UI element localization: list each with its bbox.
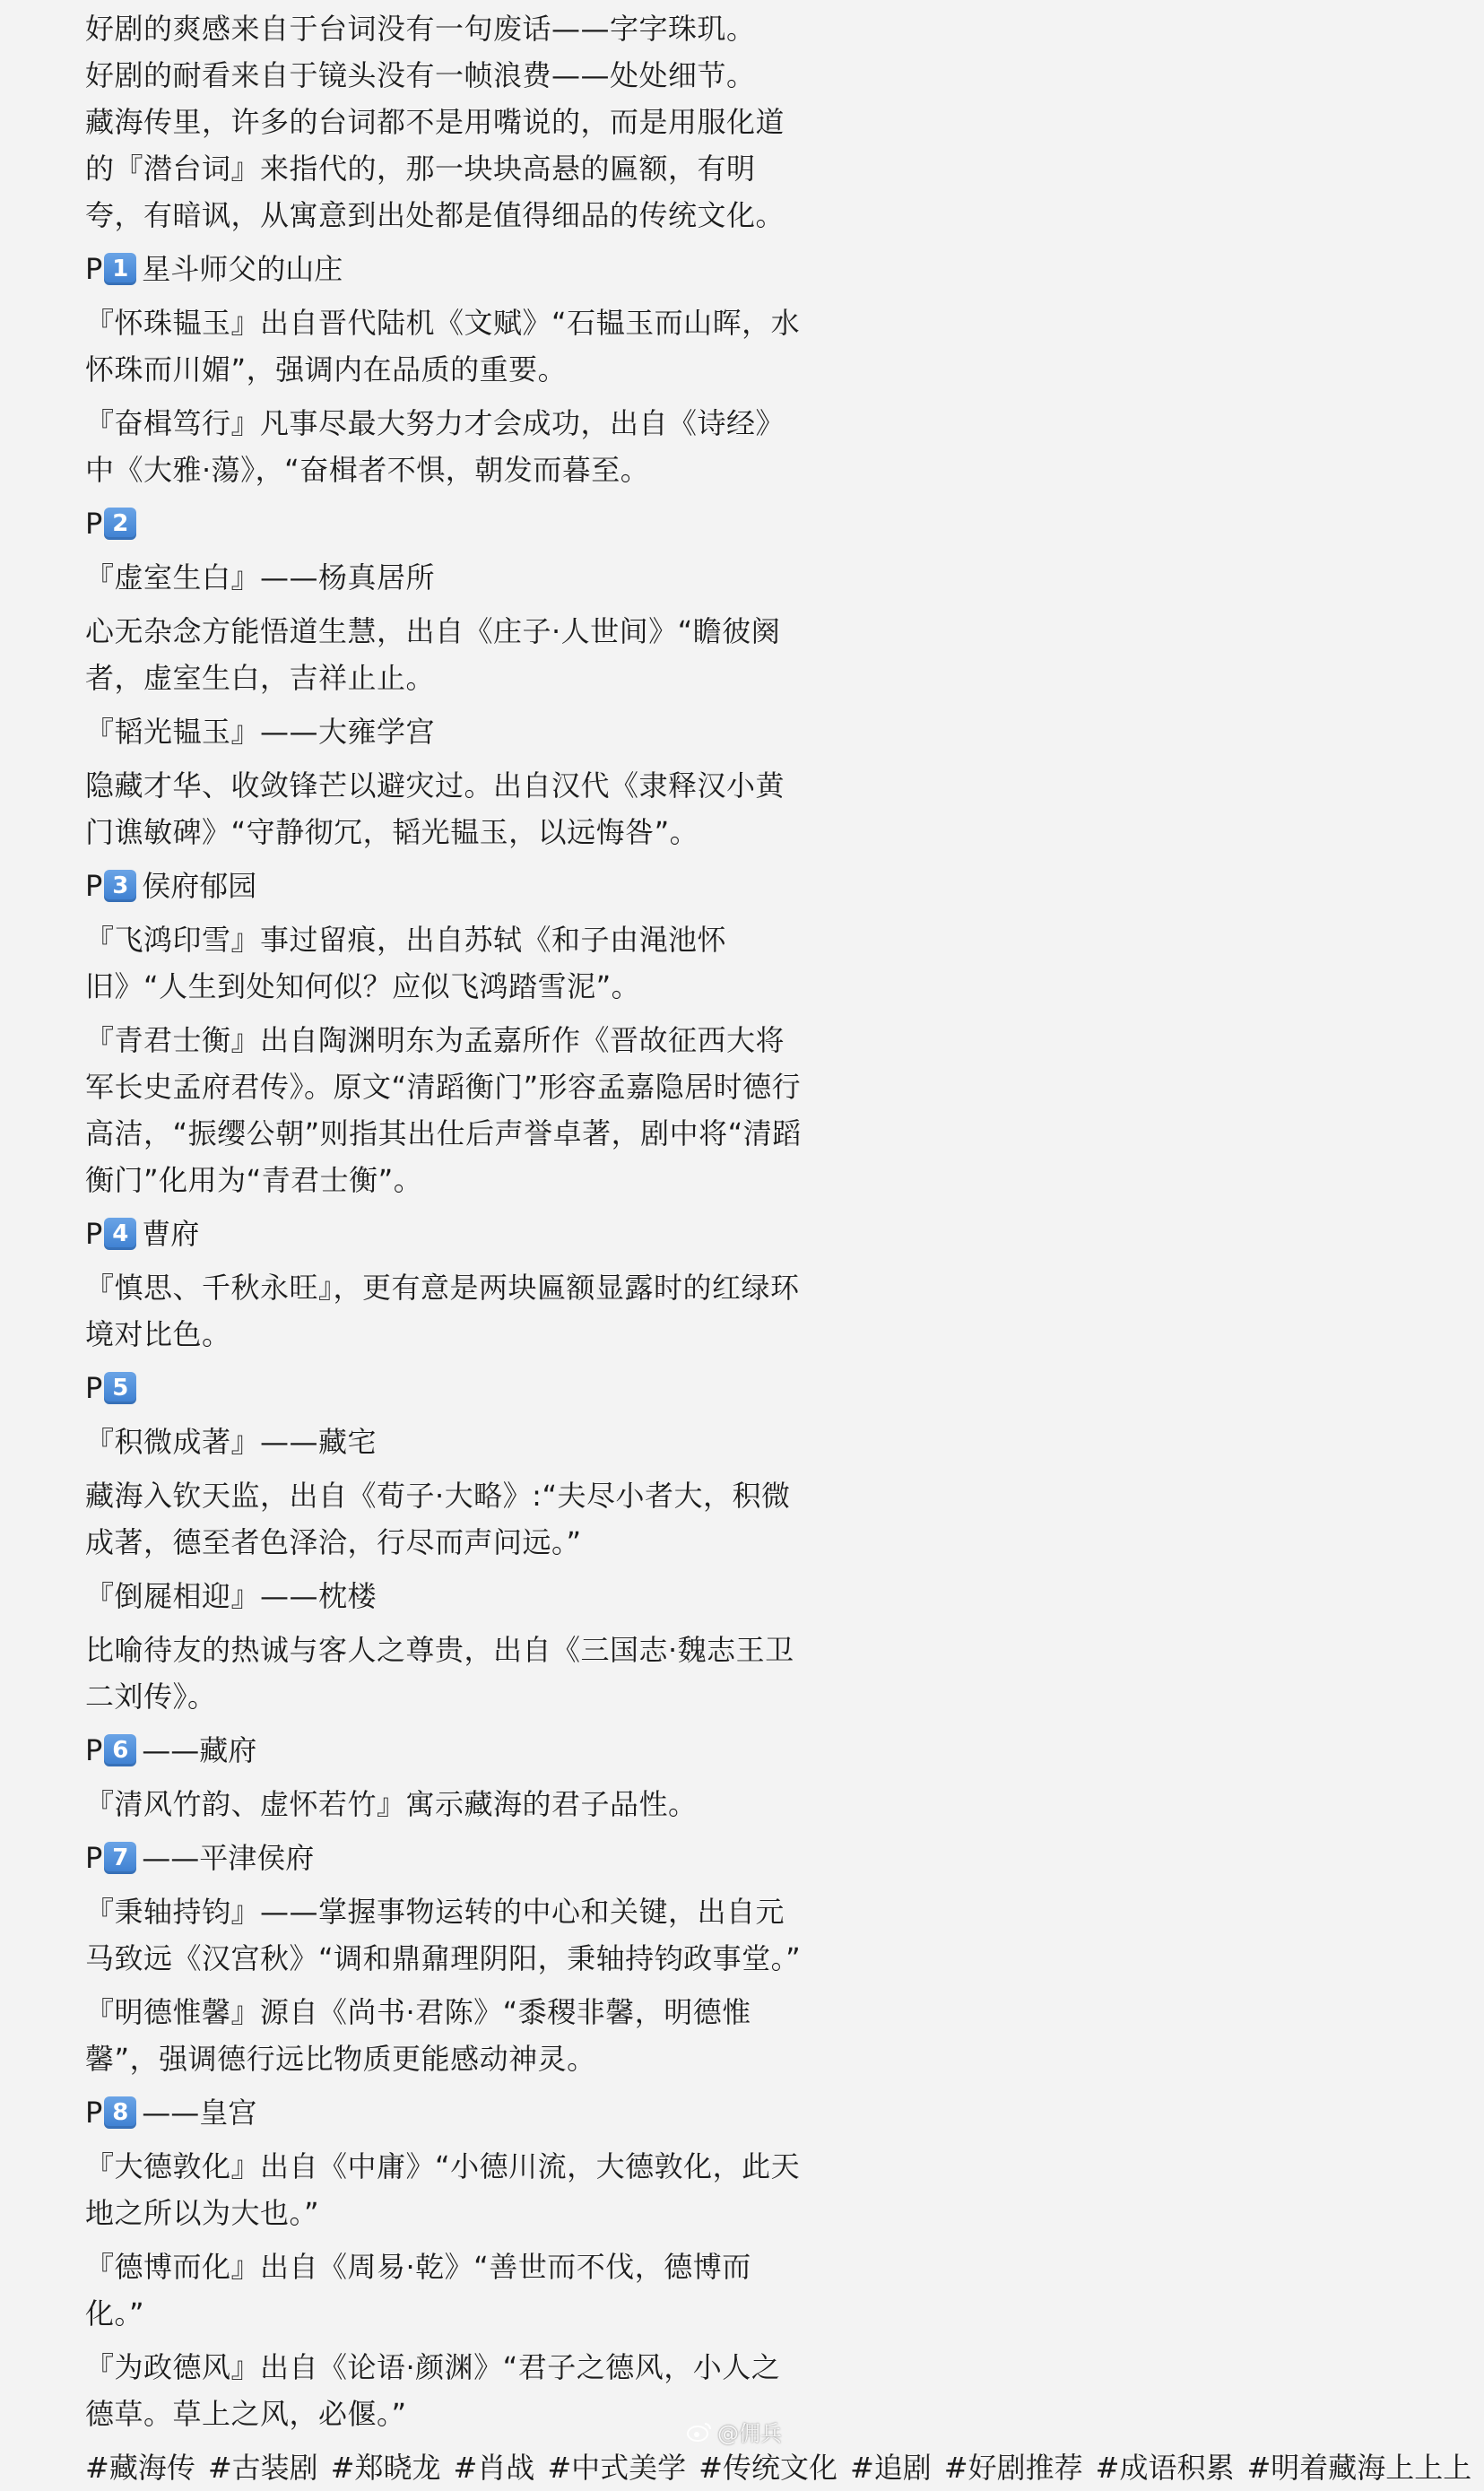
hashtag-link[interactable]: #肖战 xyxy=(453,2451,535,2485)
keycap-number-icon: 7 xyxy=(104,1842,136,1874)
intro-paragraph: 好剧的耐看来自于镜头没有一帧浪费——处处细节。 xyxy=(85,58,756,92)
keycap-number-icon: 5 xyxy=(104,1372,136,1404)
intro-paragraph: 好剧的爽感来自于台词没有一句废话——字字珠玑。 xyxy=(85,12,756,46)
section-heading xyxy=(85,500,803,547)
section-heading xyxy=(85,1365,803,1411)
section-letter: P xyxy=(85,252,103,286)
keycap-number-icon: 2 xyxy=(104,508,136,540)
section-letter: P xyxy=(85,507,103,541)
article-body xyxy=(85,0,1472,2491)
keycap-number-icon: 6 xyxy=(104,1734,136,1766)
weibo-logo-icon xyxy=(687,2422,712,2442)
section-paragraph: 『慎思、千秋永旺』，更有意是两块匾额显露时的红绿环境对比色。 xyxy=(85,1271,800,1351)
section-letter: P xyxy=(85,869,103,903)
hashtag-link[interactable]: #传统文化 xyxy=(699,2451,837,2485)
section-heading xyxy=(85,1211,803,1257)
section-title: 曹府 xyxy=(142,1217,200,1251)
watermark-text: @佣兵 xyxy=(717,2421,782,2446)
section-title: 星斗师父的山庄 xyxy=(142,252,343,286)
section-heading xyxy=(85,863,803,909)
section-paragraph: 隐藏才华、收敛锋芒以避灾过。出自汉代《隶释汉小黄门谯敏碑》“守静彻冗，韬光韫玉，以远悔咎”。 xyxy=(85,768,785,849)
intro-block xyxy=(85,5,803,239)
section-paragraph: 心无杂念方能悟道生慧，出自《庄子·人世间》“瞻彼阕者，虚室生白，吉祥止止。 xyxy=(85,614,781,695)
section-paragraph: 『为政德风』出自《论语·颜渊》“君子之德风，小人之德草。草上之风，必偃。” xyxy=(85,2350,781,2431)
section-paragraph: 藏海入钦天监，出自《荀子·大略》:“夫尽小者大，积微成著，德至者色泽洽，行尽而声问远。” xyxy=(85,1479,791,1559)
intro-paragraph: 藏海传里，许多的台词都不是用嘴说的，而是用服化道的『潜台词』来指代的，那一块块高悬的匾额，有明夸，有暗讽，从寓意到出处都是值得细品的传统文化。 xyxy=(85,105,785,232)
section-paragraph: 『怀珠韫玉』出自晋代陆机《文赋》“石韫玉而山晖，水怀珠而川媚”，强调内在品质的重要。 xyxy=(85,306,801,386)
section-paragraph: 『虚室生白』——杨真居所 xyxy=(85,560,436,595)
section-paragraph: 『清风竹韵、虚怀若竹』寓示藏海的君子品性。 xyxy=(85,1787,698,1821)
keycap-number-icon: 3 xyxy=(104,870,136,902)
hashtag-link[interactable]: #中式美学 xyxy=(547,2451,687,2485)
hashtag-row xyxy=(85,2444,1472,2491)
section-paragraph: 『积微成著』——藏宅 xyxy=(85,1425,378,1459)
section-paragraph: 比喻待友的热诚与客人之尊贵，出自《三国志·魏志王卫二刘传》。 xyxy=(85,1633,794,1714)
keycap-number-icon: 4 xyxy=(104,1218,136,1250)
section-heading xyxy=(85,1727,803,1774)
section-paragraph: 『秉轴持钧』——掌握事物运转的中心和关键，出自元马致远《汉宫秋》“调和鼎鼐理阴阳，秉轴持钧政事堂。” xyxy=(85,1895,802,1975)
hashtag-link[interactable]: #郑晓龙 xyxy=(330,2451,441,2485)
hashtag-link[interactable]: #藏海传 xyxy=(85,2451,195,2485)
section-paragraph: 『韬光韫玉』——大雍学宫 xyxy=(85,715,436,749)
section-paragraph: 『德博而化』出自《周易·乾》“善世而不伐，德博而化。” xyxy=(85,2250,751,2330)
section-title: 侯府郁园 xyxy=(142,869,257,903)
section-letter: P xyxy=(85,1841,103,1875)
hashtag-link[interactable]: #追剧 xyxy=(849,2451,932,2485)
section-paragraph: 『飞鸿印雪』事过留痕，出自苏轼《和子由渑池怀旧》“人生到处知何似？应似飞鸿踏雪泥”。 xyxy=(85,923,727,1003)
section-title: ——皇宫 xyxy=(142,2096,257,2130)
weibo-watermark xyxy=(687,2416,782,2447)
section-heading xyxy=(85,2089,803,2136)
hashtag-link[interactable]: #成语积累 xyxy=(1095,2451,1235,2485)
section-paragraph: 『青君士衡』出自陶渊明东为孟嘉所作《晋故征西大将军长史孟府君传》。原文“清蹈衡门”形容孟嘉隐居时德行高洁，“振缨公朝”则指其出仕后声誉卓著，剧中将“清蹈衡门”化用为“青君士衡”。 xyxy=(85,1023,802,1197)
section-paragraph: 『奋楫笃行』凡事尽最大努力才会成功，出自《诗经》中《大雅·蕩》，“奋楫者不惧，朝发而暮至。 xyxy=(85,406,785,487)
section-letter: P xyxy=(85,1371,103,1405)
section-heading xyxy=(85,246,803,292)
section-letter: P xyxy=(85,1217,103,1251)
keycap-number-icon: 1 xyxy=(104,253,136,285)
section-heading xyxy=(85,1835,803,1881)
keycap-number-icon: 8 xyxy=(104,2096,136,2129)
section-paragraph: 『明德惟馨』源自《尚书·君陈》“黍稷非馨，明德惟馨”，强调德行远比物质更能感动神灵。 xyxy=(85,1995,751,2076)
section-title: ——藏府 xyxy=(142,1733,257,1767)
hashtag-link[interactable]: #古装剧 xyxy=(207,2451,318,2485)
section-paragraph: 『倒屣相迎』——枕楼 xyxy=(85,1579,378,1613)
sections-block xyxy=(85,246,803,2437)
hashtag-link[interactable]: #明着藏海上上上 xyxy=(1246,2451,1472,2485)
section-paragraph: 『大德敦化』出自《中庸》“小德川流，大德敦化，此天地之所以为大也。” xyxy=(85,2149,801,2230)
hashtag-link[interactable]: #好剧推荐 xyxy=(943,2451,1083,2485)
section-title: ——平津侯府 xyxy=(142,1841,315,1875)
section-letter: P xyxy=(85,2096,103,2130)
section-letter: P xyxy=(85,1733,103,1767)
